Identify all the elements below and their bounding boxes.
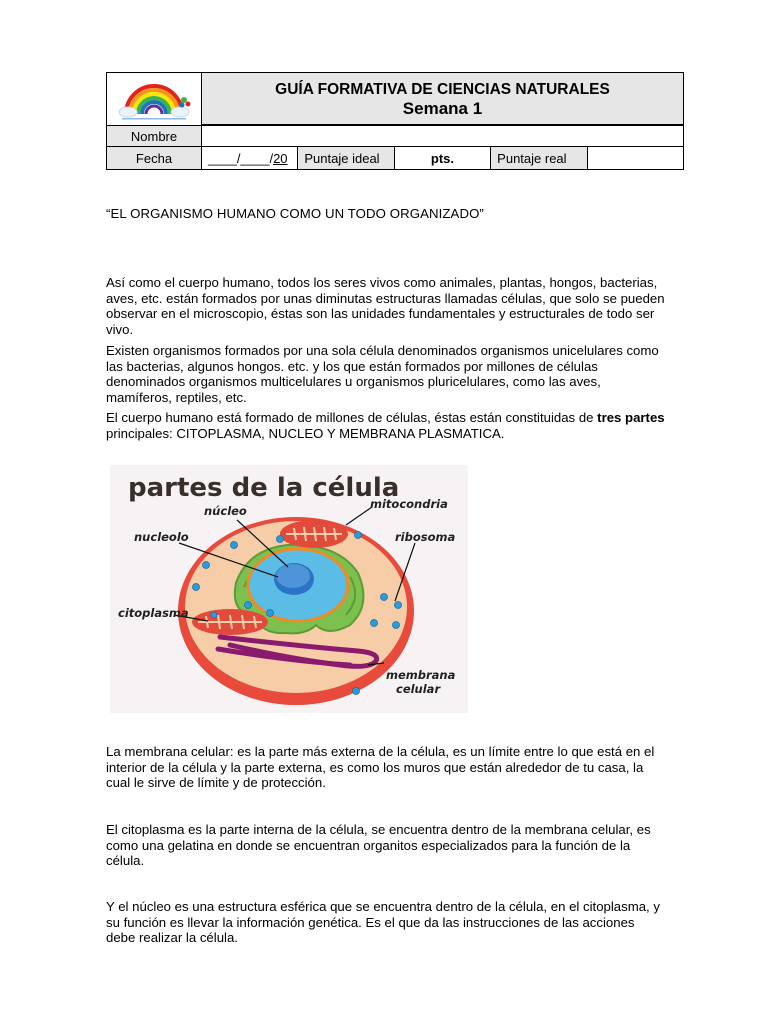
fecha-year: 20 xyxy=(273,150,288,166)
header-table xyxy=(106,72,684,170)
logo-cell xyxy=(107,73,202,126)
week-subtitle: Semana 1 xyxy=(402,98,483,118)
paragraph-nucleo: Y el núcleo es una estructura esférica que se encuentra dentro de la célula, en el citoplasma, y su función es llevar la información genética. Es el que da las instrucciones de las acciones debe realizar la célula. xyxy=(106,899,660,946)
cell-parts-intro: El cuerpo humano está formado de millones de células, éstas están constituidas de xyxy=(106,410,594,425)
section-title: “EL ORGANISMO HUMANO COMO UN TODO ORGANIZADO” xyxy=(106,206,484,221)
puntaje-ideal-label: Puntaje ideal xyxy=(298,147,394,170)
label-nucleo: núcleo xyxy=(204,504,247,518)
paragraph-organisms: Existen organismos formados por una sola célula denominados organismos unicelulares como las bacterias, algunos hongos. etc. y los que están formados por millones de células denominados organismos multicelulares u organismos pluricelulares, como las aves, mamíferos, reptiles, etc. xyxy=(106,343,659,405)
cell-diagram xyxy=(110,465,468,713)
label-membrana: membrana xyxy=(386,668,456,682)
fecha-label: Fecha xyxy=(107,147,202,170)
fecha-field[interactable] xyxy=(202,147,298,170)
cell-parts-list: principales: CITOPLASMA, NUCLEO Y MEMBRANA PLASMATICA. xyxy=(106,425,505,441)
nucleolus-highlight xyxy=(276,564,310,588)
title-cell xyxy=(202,73,684,125)
rainbow-logo-icon xyxy=(114,74,194,122)
label-nucleolo: nucleolo xyxy=(134,530,189,544)
label-celular: celular xyxy=(396,682,441,696)
paragraph-cell-parts xyxy=(106,410,666,441)
label-citoplasma: citoplasma xyxy=(118,606,189,620)
puntaje-real-field[interactable] xyxy=(587,147,683,170)
puntaje-real-label: Puntaje real xyxy=(491,147,587,170)
label-ribosoma: ribosoma xyxy=(395,530,456,544)
nombre-label: Nombre xyxy=(107,126,202,147)
paragraph-intro: Así como el cuerpo humano, todos los seres vivos como animales, plantas, hongos, bacterias, aves, etc. están formados por unas diminutas estructuras llamadas células, que solo se pueden observar en el microscopio, éstas son las unidades fundamentales y estructurales de todo ser vivo. xyxy=(106,275,665,337)
fecha-blanks: ____/____/ xyxy=(208,150,274,166)
paragraph-citoplasma: El citoplasma es la parte interna de la célula, se encuentra dentro de la membrana celular, es como una gelatina en donde se encuentran organitos especializados para la función de la célula. xyxy=(106,822,651,869)
page-title: GUÍA FORMATIVA DE CIENCIAS NATURALES xyxy=(275,80,610,98)
mitochondria-top xyxy=(280,520,348,548)
pts-label: pts. xyxy=(394,147,490,170)
paragraph-membrana: La membrana celular: es la parte más externa de la célula, es un límite entre lo que está en el interior de la célula y la parte externa, es como los muros que están alrededor de tu casa, la cual le sirve de límite y de protección. xyxy=(106,744,655,791)
nombre-field[interactable] xyxy=(202,126,684,147)
label-mitocondria: mitocondria xyxy=(370,497,448,511)
mitochondria-left xyxy=(192,609,268,635)
tres-partes-bold: tres partes xyxy=(597,410,665,425)
diagram-title: partes de la célula xyxy=(128,473,400,503)
